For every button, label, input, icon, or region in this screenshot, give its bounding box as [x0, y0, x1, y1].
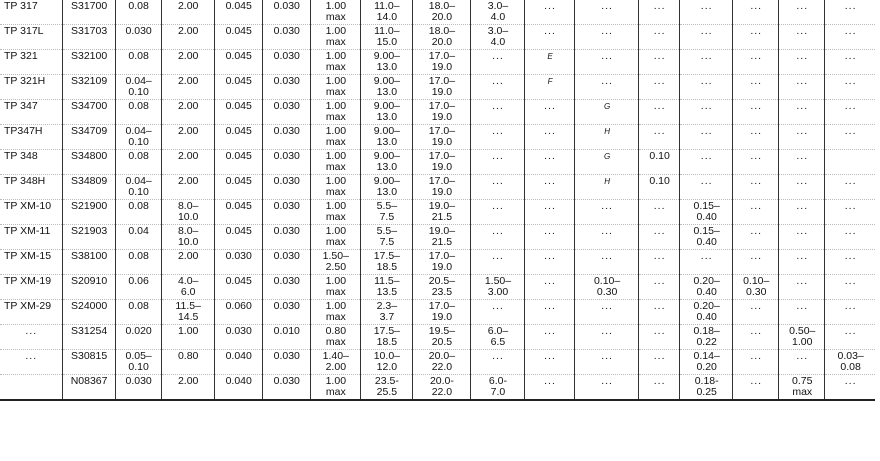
chromium-cell: 17.0– 19.0 — [412, 175, 470, 200]
other-cell: ... — [825, 175, 875, 200]
phosphorus-cell: 0.060 — [214, 300, 262, 325]
manganese-cell: 2.00 — [161, 0, 214, 25]
nickel-cell: 9.00– 13.0 — [360, 125, 412, 150]
nitrogen-cell: ... — [680, 25, 733, 50]
silicon-cell: 1.00 max — [310, 300, 360, 325]
nickel-cell: 17.5– 18.5 — [360, 250, 412, 275]
other-cell: ... — [825, 25, 875, 50]
columbium-cell: ... — [575, 375, 639, 401]
silicon-cell: 1.50– 2.50 — [310, 250, 360, 275]
molybdenum-cell: ... — [470, 300, 524, 325]
nitrogen-cell: 0.18– 0.22 — [680, 325, 733, 350]
grade-cell: TP 348 — [4, 150, 38, 162]
uns-designation-cell: S21903 — [62, 225, 115, 250]
molybdenum-cell: ... — [470, 50, 524, 75]
silicon-cell: 1.00 max — [310, 200, 360, 225]
vanadium-cell: 0.10– 0.30 — [733, 275, 779, 300]
nickel-cell: 5.5– 7.5 — [360, 225, 412, 250]
uns-designation-cell: S20910 — [62, 275, 115, 300]
nickel-cell: 9.00– 13.0 — [360, 175, 412, 200]
table-row — [0, 300, 875, 325]
grade-cell: TP 348H — [4, 175, 46, 187]
phosphorus-cell: 0.045 — [214, 75, 262, 100]
chromium-cell: 17.0– 19.0 — [412, 100, 470, 125]
sulfur-cell: 0.030 — [262, 200, 310, 225]
table-row — [0, 350, 875, 375]
nickel-cell: 9.00– 13.0 — [360, 150, 412, 175]
carbon-cell: 0.08 — [115, 300, 161, 325]
carbon-cell: 0.05– 0.10 — [115, 350, 161, 375]
columbium-cell: ... — [575, 250, 639, 275]
copper-cell: ... — [779, 250, 825, 275]
silicon-cell: 1.00 max — [310, 0, 360, 25]
nitrogen-cell: ... — [680, 125, 733, 150]
molybdenum-cell: ... — [470, 150, 524, 175]
grade-cell: TP XM-11 — [4, 225, 51, 237]
nitrogen-cell: ... — [680, 0, 733, 25]
copper-cell: 0.50– 1.00 — [779, 325, 825, 350]
titanium-cell: ... — [525, 200, 575, 225]
chromium-cell: 19.5– 20.5 — [412, 325, 470, 350]
titanium-cell: ... — [525, 150, 575, 175]
columbium-cell: G — [575, 100, 639, 125]
molybdenum-cell: ... — [470, 225, 524, 250]
phosphorus-cell: 0.045 — [214, 100, 262, 125]
columbium-cell: ... — [575, 0, 639, 25]
vanadium-cell: ... — [733, 325, 779, 350]
carbon-cell: 0.08 — [115, 0, 161, 25]
manganese-cell: 1.00 — [161, 325, 214, 350]
tantalum-cell: ... — [639, 0, 680, 25]
columbium-cell: ... — [575, 200, 639, 225]
chromium-cell: 17.0– 19.0 — [412, 125, 470, 150]
silicon-cell: 1.00 max — [310, 375, 360, 401]
phosphorus-cell: 0.045 — [214, 200, 262, 225]
chromium-cell: 19.0– 21.5 — [412, 225, 470, 250]
silicon-cell: 1.00 max — [310, 150, 360, 175]
nickel-cell: 11.0– 14.0 — [360, 0, 412, 25]
nickel-cell: 17.5– 18.5 — [360, 325, 412, 350]
vanadium-cell: ... — [733, 50, 779, 75]
table-row — [0, 200, 875, 225]
table-row — [0, 150, 875, 175]
other-cell: ... — [825, 225, 875, 250]
molybdenum-cell: 6.0- 7.0 — [470, 375, 524, 401]
vanadium-cell: ... — [733, 375, 779, 401]
other-cell: ... — [825, 250, 875, 275]
titanium-cell: ... — [525, 250, 575, 275]
manganese-cell: 2.00 — [161, 175, 214, 200]
manganese-cell: 4.0– 6.0 — [161, 275, 214, 300]
other-cell: ... — [825, 100, 875, 125]
silicon-cell: 1.00 max — [310, 100, 360, 125]
manganese-cell: 0.80 — [161, 350, 214, 375]
nickel-cell: 9.00– 13.0 — [360, 50, 412, 75]
copper-cell: ... — [779, 25, 825, 50]
molybdenum-cell: ... — [470, 200, 524, 225]
uns-designation-cell: S34800 — [62, 150, 115, 175]
vanadium-cell: ... — [733, 200, 779, 225]
titanium-cell: ... — [525, 300, 575, 325]
table-row — [0, 375, 875, 401]
tantalum-cell: ... — [639, 300, 680, 325]
columbium-cell: ... — [575, 75, 639, 100]
sulfur-cell: 0.030 — [262, 250, 310, 275]
sulfur-cell: 0.030 — [262, 25, 310, 50]
vanadium-cell: ... — [733, 100, 779, 125]
columbium-cell: ... — [575, 25, 639, 50]
molybdenum-cell: ... — [470, 75, 524, 100]
uns-designation-cell: S32109 — [62, 75, 115, 100]
manganese-cell: 2.00 — [161, 250, 214, 275]
grade-cell: TP XM-29 — [4, 300, 52, 312]
chromium-cell: 18.0– 20.0 — [412, 0, 470, 25]
tantalum-cell: ... — [639, 375, 680, 401]
grade-cell: TP XM-19 — [4, 275, 52, 287]
chromium-cell: 18.0– 20.0 — [412, 25, 470, 50]
uns-designation-cell: N08367 — [62, 375, 115, 401]
uns-designation-cell: S31700 — [62, 0, 115, 25]
columbium-cell: ... — [575, 325, 639, 350]
chromium-cell: 19.0– 21.5 — [412, 200, 470, 225]
chromium-cell: 17.0– 19.0 — [412, 250, 470, 275]
tantalum-cell: 0.10 — [639, 175, 680, 200]
table-row — [0, 125, 875, 150]
vanadium-cell: ... — [733, 25, 779, 50]
titanium-cell: ... — [525, 375, 575, 401]
table-row — [0, 250, 875, 275]
carbon-cell: 0.04 — [115, 225, 161, 250]
phosphorus-cell: 0.030 — [214, 325, 262, 350]
tantalum-cell: ... — [639, 125, 680, 150]
carbon-cell: 0.04– 0.10 — [115, 75, 161, 100]
nitrogen-cell: ... — [680, 250, 733, 275]
silicon-cell: 1.00 max — [310, 175, 360, 200]
carbon-cell: 0.020 — [115, 325, 161, 350]
phosphorus-cell: 0.045 — [214, 0, 262, 25]
carbon-cell: 0.08 — [115, 100, 161, 125]
tantalum-cell: ... — [639, 200, 680, 225]
tantalum-cell: ... — [639, 75, 680, 100]
tantalum-cell: ... — [639, 275, 680, 300]
grade-cell: TP 317L — [4, 25, 44, 37]
other-cell — [825, 150, 875, 175]
copper-cell: ... — [779, 100, 825, 125]
nitrogen-cell: ... — [680, 175, 733, 200]
silicon-cell: 1.40– 2.00 — [310, 350, 360, 375]
uns-designation-cell: S30815 — [62, 350, 115, 375]
nitrogen-cell: 0.18- 0.25 — [680, 375, 733, 401]
phosphorus-cell: 0.040 — [214, 350, 262, 375]
titanium-cell: ... — [525, 0, 575, 25]
vanadium-cell: ... — [733, 75, 779, 100]
molybdenum-cell: ... — [470, 100, 524, 125]
columbium-cell: H — [575, 175, 639, 200]
tantalum-cell: ... — [639, 225, 680, 250]
vanadium-cell: ... — [733, 150, 779, 175]
nitrogen-cell: ... — [680, 75, 733, 100]
uns-designation-cell: S34709 — [62, 125, 115, 150]
copper-cell: ... — [779, 125, 825, 150]
sulfur-cell: 0.030 — [262, 150, 310, 175]
molybdenum-cell: ... — [470, 350, 524, 375]
manganese-cell: 2.00 — [161, 75, 214, 100]
copper-cell: ... — [779, 50, 825, 75]
tantalum-cell: ... — [639, 25, 680, 50]
table-row — [0, 325, 875, 350]
manganese-cell: 2.00 — [161, 375, 214, 401]
silicon-cell: 1.00 max — [310, 275, 360, 300]
chromium-cell: 17.0– 19.0 — [412, 75, 470, 100]
titanium-cell: ... — [525, 100, 575, 125]
manganese-cell: 2.00 — [161, 50, 214, 75]
nitrogen-cell: ... — [680, 50, 733, 75]
nickel-cell: 9.00– 13.0 — [360, 75, 412, 100]
phosphorus-cell: 0.045 — [214, 150, 262, 175]
nitrogen-cell: 0.20– 0.40 — [680, 275, 733, 300]
silicon-cell: 1.00 max — [310, 125, 360, 150]
other-cell: ... — [825, 50, 875, 75]
nitrogen-cell: 0.20– 0.40 — [680, 300, 733, 325]
uns-designation-cell: S21900 — [62, 200, 115, 225]
chromium-cell: 17.0– 19.0 — [412, 150, 470, 175]
sulfur-cell: 0.030 — [262, 75, 310, 100]
manganese-cell: 11.5– 14.5 — [161, 300, 214, 325]
sulfur-cell: 0.030 — [262, 225, 310, 250]
chromium-cell: 17.0– 19.0 — [412, 50, 470, 75]
nitrogen-cell: 0.15– 0.40 — [680, 225, 733, 250]
manganese-cell: 2.00 — [161, 150, 214, 175]
silicon-cell: 1.00 max — [310, 25, 360, 50]
columbium-cell: ... — [575, 225, 639, 250]
grade-cell: TP347H — [4, 125, 43, 137]
copper-cell: 0.75 max — [779, 375, 825, 401]
nickel-cell: 11.5– 13.5 — [360, 275, 412, 300]
copper-cell: ... — [779, 300, 825, 325]
manganese-cell: 2.00 — [161, 100, 214, 125]
grade-cell: ... — [25, 350, 38, 362]
nickel-cell: 10.0– 12.0 — [360, 350, 412, 375]
titanium-cell: ... — [525, 325, 575, 350]
grade-cell: TP 347 — [4, 100, 38, 112]
nitrogen-cell: ... — [680, 100, 733, 125]
columbium-cell: G — [575, 150, 639, 175]
chromium-cell: 20.5– 23.5 — [412, 275, 470, 300]
molybdenum-cell: ... — [470, 175, 524, 200]
sulfur-cell: 0.030 — [262, 375, 310, 401]
molybdenum-cell: 3.0– 4.0 — [470, 0, 524, 25]
sulfur-cell: 0.030 — [262, 100, 310, 125]
chromium-cell: 20.0- 22.0 — [412, 375, 470, 401]
grade-cell: TP 321 — [4, 50, 38, 62]
table-row — [0, 50, 875, 75]
carbon-cell: 0.030 — [115, 375, 161, 401]
titanium-cell: ... — [525, 275, 575, 300]
other-cell: ... — [825, 125, 875, 150]
tantalum-cell: ... — [639, 350, 680, 375]
columbium-cell: ... — [575, 300, 639, 325]
phosphorus-cell: 0.045 — [214, 50, 262, 75]
titanium-cell: ... — [525, 350, 575, 375]
uns-designation-cell: S38100 — [62, 250, 115, 275]
other-cell: ... — [825, 275, 875, 300]
phosphorus-cell: 0.045 — [214, 225, 262, 250]
copper-cell: ... — [779, 275, 825, 300]
uns-designation-cell: S34700 — [62, 100, 115, 125]
silicon-cell: 1.00 max — [310, 50, 360, 75]
uns-designation-cell: S31254 — [62, 325, 115, 350]
copper-cell: ... — [779, 350, 825, 375]
table-row — [0, 25, 875, 50]
table-row — [0, 175, 875, 200]
nickel-cell: 5.5– 7.5 — [360, 200, 412, 225]
other-cell: 0.03– 0.08 — [825, 350, 875, 375]
phosphorus-cell: 0.045 — [214, 125, 262, 150]
nickel-cell: 9.00– 13.0 — [360, 100, 412, 125]
silicon-cell: 0.80 max — [310, 325, 360, 350]
table-row — [0, 0, 875, 25]
vanadium-cell: ... — [733, 300, 779, 325]
titanium-cell: E — [525, 50, 575, 75]
grade-cell: TP 317 — [4, 0, 38, 12]
copper-cell: ... — [779, 150, 825, 175]
carbon-cell: 0.030 — [115, 25, 161, 50]
grade-cell: TP XM-15 — [4, 250, 52, 262]
other-cell: ... — [825, 0, 875, 25]
sulfur-cell: 0.030 — [262, 175, 310, 200]
uns-designation-cell: S24000 — [62, 300, 115, 325]
molybdenum-cell: 3.0– 4.0 — [470, 25, 524, 50]
titanium-cell: ... — [525, 175, 575, 200]
vanadium-cell: ... — [733, 250, 779, 275]
vanadium-cell: ... — [733, 0, 779, 25]
nitrogen-cell: 0.14– 0.20 — [680, 350, 733, 375]
tantalum-cell: 0.10 — [639, 150, 680, 175]
carbon-cell: 0.04– 0.10 — [115, 175, 161, 200]
carbon-cell: 0.08 — [115, 200, 161, 225]
vanadium-cell: ... — [733, 175, 779, 200]
carbon-cell: 0.06 — [115, 275, 161, 300]
nickel-cell: 11.0– 15.0 — [360, 25, 412, 50]
titanium-cell: ... — [525, 125, 575, 150]
grade-cell: TP XM-10 — [4, 200, 52, 212]
table-row — [0, 275, 875, 300]
uns-designation-cell: S31703 — [62, 25, 115, 50]
phosphorus-cell: 0.045 — [214, 25, 262, 50]
grade-cell: ... — [25, 325, 38, 337]
carbon-cell: 0.04– 0.10 — [115, 125, 161, 150]
copper-cell: ... — [779, 200, 825, 225]
molybdenum-cell: ... — [470, 125, 524, 150]
molybdenum-cell: 1.50– 3.00 — [470, 275, 524, 300]
sulfur-cell: 0.030 — [262, 275, 310, 300]
sulfur-cell: 0.030 — [262, 50, 310, 75]
sulfur-cell: 0.030 — [262, 0, 310, 25]
sulfur-cell: 0.030 — [262, 350, 310, 375]
sulfur-cell: 0.030 — [262, 300, 310, 325]
manganese-cell: 2.00 — [161, 125, 214, 150]
phosphorus-cell: 0.030 — [214, 250, 262, 275]
tantalum-cell: ... — [639, 50, 680, 75]
phosphorus-cell: 0.045 — [214, 175, 262, 200]
chromium-cell: 20.0– 22.0 — [412, 350, 470, 375]
grade-cell — [0, 375, 62, 401]
table-row — [0, 75, 875, 100]
table-row — [0, 225, 875, 250]
sulfur-cell: 0.030 — [262, 125, 310, 150]
tantalum-cell: ... — [639, 325, 680, 350]
vanadium-cell: ... — [733, 125, 779, 150]
vanadium-cell: ... — [733, 225, 779, 250]
nickel-cell: 23.5- 25.5 — [360, 375, 412, 401]
carbon-cell: 0.08 — [115, 50, 161, 75]
uns-designation-cell: S32100 — [62, 50, 115, 75]
titanium-cell: ... — [525, 25, 575, 50]
nickel-cell: 2.3– 3.7 — [360, 300, 412, 325]
manganese-cell: 8.0– 10.0 — [161, 225, 214, 250]
table-row — [0, 100, 875, 125]
titanium-cell: F — [525, 75, 575, 100]
grade-cell: TP 321H — [4, 75, 46, 87]
molybdenum-cell: ... — [470, 250, 524, 275]
tantalum-cell: ... — [639, 100, 680, 125]
uns-designation-cell: S34809 — [62, 175, 115, 200]
molybdenum-cell: 6.0– 6.5 — [470, 325, 524, 350]
copper-cell: ... — [779, 75, 825, 100]
chromium-cell: 17.0– 19.0 — [412, 300, 470, 325]
columbium-cell: ... — [575, 50, 639, 75]
phosphorus-cell: 0.040 — [214, 375, 262, 401]
manganese-cell: 8.0– 10.0 — [161, 200, 214, 225]
phosphorus-cell: 0.045 — [214, 275, 262, 300]
columbium-cell: ... — [575, 350, 639, 375]
other-cell: ... — [825, 200, 875, 225]
sulfur-cell: 0.010 — [262, 325, 310, 350]
columbium-cell: H — [575, 125, 639, 150]
other-cell: ... — [825, 75, 875, 100]
carbon-cell: 0.08 — [115, 150, 161, 175]
vanadium-cell: ... — [733, 350, 779, 375]
carbon-cell: 0.08 — [115, 250, 161, 275]
other-cell: ... — [825, 300, 875, 325]
silicon-cell: 1.00 max — [310, 225, 360, 250]
tantalum-cell: ... — [639, 250, 680, 275]
nitrogen-cell: 0.15– 0.40 — [680, 200, 733, 225]
copper-cell: ... — [779, 0, 825, 25]
columbium-cell: 0.10– 0.30 — [575, 275, 639, 300]
titanium-cell: ... — [525, 225, 575, 250]
nitrogen-cell: ... — [680, 150, 733, 175]
other-cell: ... — [825, 375, 875, 401]
copper-cell: ... — [779, 175, 825, 200]
silicon-cell: 1.00 max — [310, 75, 360, 100]
copper-cell: ... — [779, 225, 825, 250]
manganese-cell: 2.00 — [161, 25, 214, 50]
other-cell: ... — [825, 325, 875, 350]
